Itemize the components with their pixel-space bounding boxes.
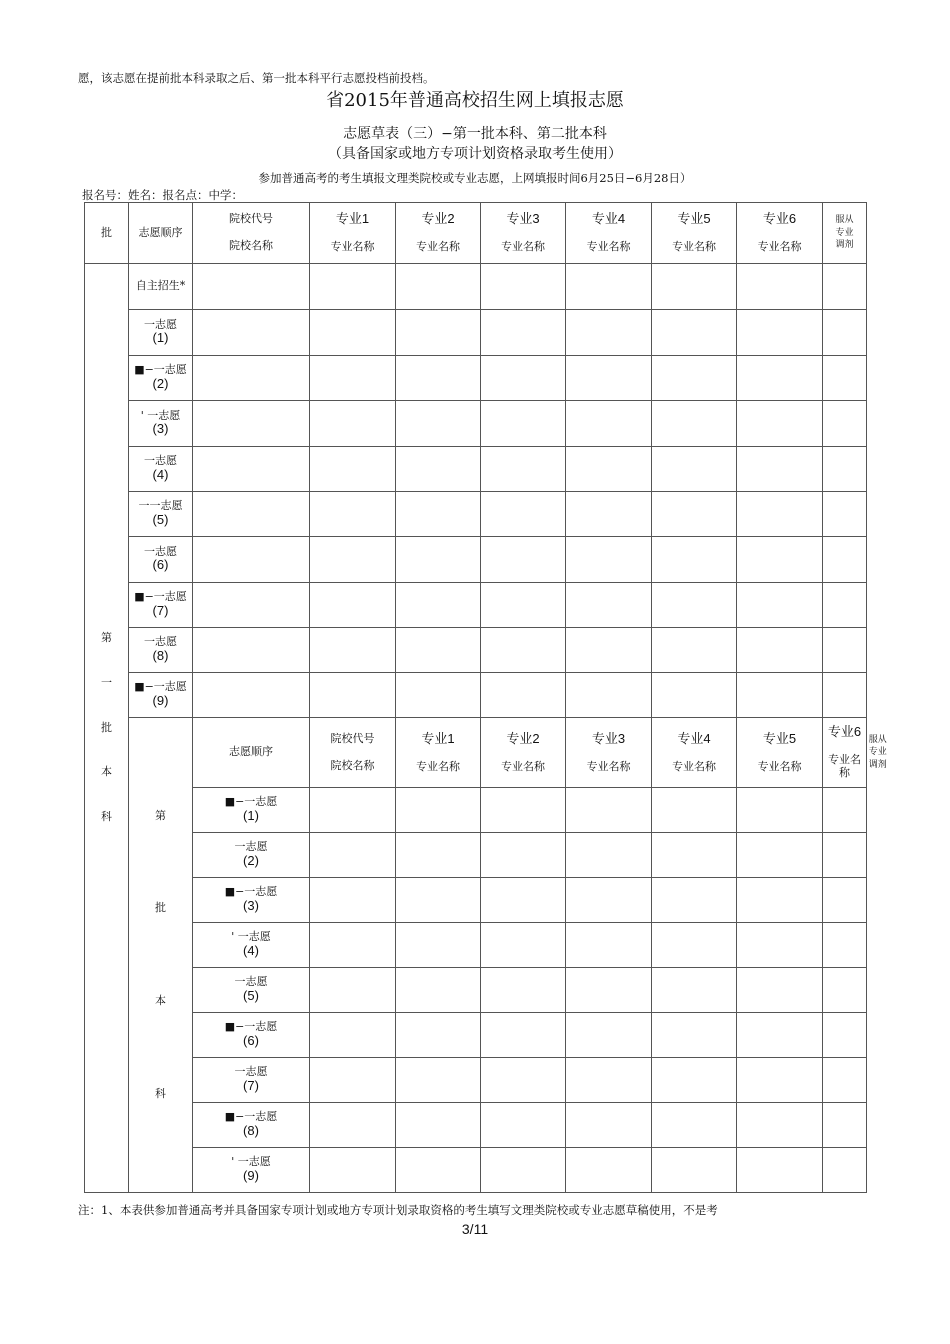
footnote: 注：1、本表供参加普通高考并具备国家专项计划或地方专项计划录取资格的考生填写文理类院校或专业志愿草稿使用，不是考 (78, 1203, 718, 1217)
choice-order (129, 401, 193, 447)
major-entry-cell[interactable] (481, 583, 566, 628)
choice-order (193, 1058, 310, 1103)
school-entry-cell[interactable] (310, 1058, 396, 1103)
major-entry-cell[interactable] (652, 264, 737, 310)
choice-row (85, 1013, 867, 1058)
choice-order-label: 一志愿 (234, 1065, 268, 1079)
choice-order (129, 628, 193, 673)
batch-char: 本 (101, 765, 112, 779)
major-header-4 (652, 718, 737, 788)
major-entry-cell[interactable] (652, 923, 737, 968)
major-entry-cell[interactable] (310, 673, 396, 718)
choice-order-number: (3) (243, 897, 259, 913)
major-entry-cell[interactable] (737, 833, 823, 878)
choice-order-number: (3) (152, 421, 169, 437)
choice-row (85, 492, 867, 537)
school-entry-cell[interactable] (193, 673, 310, 718)
major-entry-cell[interactable] (481, 310, 566, 356)
major-entry-cell[interactable] (737, 788, 823, 833)
adjust-header (823, 203, 867, 264)
school-entry-cell[interactable] (310, 1013, 396, 1058)
choice-row (85, 310, 867, 356)
major-entry-cell[interactable] (481, 537, 566, 583)
major-entry-cell[interactable] (310, 356, 396, 401)
batch-char: 批 (155, 901, 166, 915)
major-entry-cell[interactable] (481, 1058, 566, 1103)
adjust-entry-cell[interactable] (823, 310, 867, 356)
choice-order-label: ■−一志愿 (224, 795, 278, 809)
page-title: 省2015年普通高校招生网上填报志愿 (326, 90, 624, 111)
school-entry-cell[interactable] (193, 356, 310, 401)
choice-order (129, 492, 193, 537)
major-entry-cell[interactable] (652, 968, 737, 1013)
school-entry-cell[interactable] (193, 492, 310, 537)
major-entry-cell[interactable] (566, 788, 652, 833)
choice-row (85, 1148, 867, 1193)
major-entry-cell[interactable] (396, 673, 481, 718)
major-header-4 (566, 203, 652, 264)
major-name-label: 专业名称 (501, 240, 545, 254)
school-name-label: 院校名称 (330, 758, 375, 772)
major-name-label: 专业名称 (757, 240, 802, 254)
choice-order-number: (6) (152, 557, 169, 573)
major-entry-cell[interactable] (737, 628, 823, 673)
major-name-label: 专业名称 (416, 759, 460, 773)
choice-order-number: (9) (243, 1167, 259, 1183)
school-entry-cell[interactable] (193, 310, 310, 356)
school-entry-cell[interactable] (193, 628, 310, 673)
major-entry-cell[interactable] (652, 356, 737, 401)
major-entry-cell[interactable] (823, 968, 867, 1013)
major-number-label: 专业1 (421, 730, 455, 746)
page-number: 3/11 (461, 1221, 489, 1237)
choice-order-number: (6) (243, 1032, 259, 1048)
major-entry-cell[interactable] (823, 833, 867, 878)
school-entry-cell[interactable] (310, 878, 396, 923)
major-number-label: 专业6 (827, 724, 862, 740)
choice-order-label: ■−一志愿 (134, 363, 187, 377)
major-entry-cell[interactable] (396, 1058, 481, 1103)
major-name-label: 专业名称 (757, 759, 802, 773)
choice-order-label: 一志愿 (144, 454, 177, 468)
batch-char: 批 (101, 720, 112, 734)
choice-order-number: (5) (152, 511, 169, 527)
order-header-label: 志愿顺序 (138, 225, 183, 239)
choice-order-label: 一志愿 (144, 317, 177, 331)
major-entry-cell[interactable] (310, 628, 396, 673)
choice-order-number: (2) (152, 375, 169, 391)
choice-row (85, 673, 867, 718)
major-entry-cell[interactable] (652, 878, 737, 923)
major-number-label: 专业2 (421, 211, 455, 227)
school-code-label: 院校代号 (330, 731, 375, 745)
major-number-label: 专业3 (591, 730, 626, 746)
major-entry-cell[interactable] (566, 492, 652, 537)
choice-row (85, 1103, 867, 1148)
major-entry-cell[interactable] (396, 833, 481, 878)
batch-char: 第 (155, 808, 166, 822)
major-entry-cell[interactable] (737, 492, 823, 537)
major-entry-cell[interactable] (396, 968, 481, 1013)
major-entry-cell[interactable] (310, 583, 396, 628)
choice-order (129, 310, 193, 356)
major-header-6 (823, 718, 867, 788)
adjust-entry-cell[interactable] (823, 628, 867, 673)
choice-order-label: ' 一志愿 (231, 1155, 271, 1169)
school-entry-cell[interactable] (310, 923, 396, 968)
form-subtitle: 志愿草表（三）−第一批本科、第二批本科 (343, 126, 607, 142)
major-entry-cell[interactable] (566, 356, 652, 401)
school-entry-cell[interactable] (310, 788, 396, 833)
school-entry-cell[interactable] (310, 1148, 396, 1193)
major-entry-cell[interactable] (823, 1058, 867, 1103)
choice-order (129, 264, 193, 310)
major-entry-cell[interactable] (737, 356, 823, 401)
choice-order (193, 1103, 310, 1148)
major-entry-cell[interactable] (481, 1013, 566, 1058)
major-entry-cell[interactable] (481, 401, 566, 447)
major-header-2 (396, 203, 481, 264)
major-entry-cell[interactable] (652, 583, 737, 628)
major-number-label: 专业3 (506, 211, 540, 227)
major-entry-cell[interactable] (652, 1148, 737, 1193)
major-name-label: 专业名称 (586, 240, 631, 254)
major-entry-cell[interactable] (396, 537, 481, 583)
school-entry-cell[interactable] (310, 833, 396, 878)
major-number-label: 专业4 (677, 730, 711, 746)
adjust-entry-cell[interactable] (823, 447, 867, 492)
major-entry-cell[interactable] (652, 788, 737, 833)
major-entry-cell[interactable] (652, 537, 737, 583)
major-header-6 (737, 203, 823, 264)
choice-row (85, 401, 867, 447)
major-entry-cell[interactable] (566, 264, 652, 310)
adjust-label: 服从专业调剂 (835, 215, 854, 251)
major-entry-cell[interactable] (566, 878, 652, 923)
school-entry-cell[interactable] (310, 1103, 396, 1148)
major-header-5 (652, 203, 737, 264)
choice-order-number: (4) (152, 466, 169, 482)
major-entry-cell[interactable] (396, 583, 481, 628)
major-entry-cell[interactable] (823, 878, 867, 923)
choice-order (193, 878, 310, 923)
major-entry-cell[interactable] (737, 1013, 823, 1058)
major-entry-cell[interactable] (481, 878, 566, 923)
major-entry-cell[interactable] (823, 1013, 867, 1058)
major-name-label: 专业名称 (501, 759, 545, 773)
choice-order-number: (5) (243, 987, 259, 1003)
major-entry-cell[interactable] (566, 673, 652, 718)
choice-order-label: 一志愿 (144, 635, 177, 649)
choice-order-number: (1) (243, 807, 259, 823)
major-entry-cell[interactable] (652, 673, 737, 718)
major-entry-cell[interactable] (652, 401, 737, 447)
major-entry-cell[interactable] (566, 1103, 652, 1148)
major-number-label: 专业2 (506, 730, 540, 746)
major-entry-cell[interactable] (481, 628, 566, 673)
choice-row (85, 628, 867, 673)
school-code-label: 院校代号 (229, 212, 273, 226)
batch-label (85, 264, 129, 1193)
candidate-fields: 报名号：姓名：报名点：中学： (82, 188, 243, 202)
major-entry-cell[interactable] (737, 264, 823, 310)
school-entry-cell[interactable] (193, 583, 310, 628)
major-entry-cell[interactable] (481, 833, 566, 878)
major-entry-cell[interactable] (823, 1148, 867, 1193)
major-entry-cell[interactable] (396, 264, 481, 310)
choice-row (85, 356, 867, 401)
major-header-1 (310, 203, 396, 264)
choice-order (129, 673, 193, 718)
major-entry-cell[interactable] (652, 1013, 737, 1058)
major-entry-cell[interactable] (396, 401, 481, 447)
major-entry-cell[interactable] (737, 310, 823, 356)
major-entry-cell[interactable] (566, 310, 652, 356)
order-header-label: 志愿顺序 (229, 745, 273, 759)
choice-order-label: 一一志愿 (138, 499, 183, 513)
adjust-label: 服从专业调剂 (868, 734, 887, 770)
header-row (85, 203, 867, 264)
choice-order-number: (7) (152, 602, 169, 618)
major-name-label: 专业名称 (672, 240, 716, 254)
major-entry-cell[interactable] (737, 1148, 823, 1193)
major-entry-cell[interactable] (566, 1058, 652, 1103)
major-header-2 (481, 718, 566, 788)
major-header-1 (396, 718, 481, 788)
major-entry-cell[interactable] (737, 537, 823, 583)
major-entry-cell[interactable] (652, 1103, 737, 1148)
top-continuation-text: 愿，该志愿在提前批本科录取之后、第一批本科平行志愿投档前投档。 (78, 71, 435, 85)
major-entry-cell[interactable] (737, 923, 823, 968)
batch-char: 本 (155, 994, 166, 1007)
major-entry-cell[interactable] (566, 583, 652, 628)
batch-label (129, 718, 193, 1193)
major-entry-cell[interactable] (566, 537, 652, 583)
major-entry-cell[interactable] (310, 401, 396, 447)
choice-order-label: ' 一志愿 (140, 408, 181, 422)
major-entry-cell[interactable] (310, 264, 396, 310)
choice-order (193, 788, 310, 833)
application-form-table (84, 202, 887, 1193)
major-entry-cell[interactable] (737, 401, 823, 447)
major-entry-cell[interactable] (310, 310, 396, 356)
school-header (310, 718, 396, 788)
major-entry-cell[interactable] (481, 447, 566, 492)
major-entry-cell[interactable] (396, 447, 481, 492)
batch-char: 科 (155, 1086, 166, 1100)
major-entry-cell[interactable] (566, 401, 652, 447)
choice-order-label: ■−一志愿 (224, 1020, 278, 1034)
major-entry-cell[interactable] (737, 878, 823, 923)
adjust-entry-cell[interactable] (823, 537, 867, 583)
choice-row (85, 583, 867, 628)
major-name-label: 专业名称 (330, 240, 375, 254)
major-header-3 (566, 718, 652, 788)
major-entry-cell[interactable] (396, 310, 481, 356)
choice-order-label: ■−一志愿 (134, 680, 187, 694)
major-name-label: 专业名称 (416, 240, 460, 254)
batch-header-label: 批 (101, 225, 112, 239)
major-entry-cell[interactable] (396, 1148, 481, 1193)
choice-order-number: (4) (243, 942, 259, 958)
filing-period-info: 参加普通高考的考生填报文理类院校或专业志愿，上网填报时间6月25日−6月28日） (258, 171, 692, 185)
major-entry-cell[interactable] (566, 1148, 652, 1193)
major-entry-cell[interactable] (737, 583, 823, 628)
batch-char: 第 (101, 631, 112, 645)
major-entry-cell[interactable] (566, 447, 652, 492)
major-entry-cell[interactable] (823, 923, 867, 968)
major-number-label: 专业4 (591, 211, 626, 227)
major-entry-cell[interactable] (737, 447, 823, 492)
major-entry-cell[interactable] (310, 447, 396, 492)
major-entry-cell[interactable] (481, 492, 566, 537)
major-entry-cell[interactable] (823, 788, 867, 833)
choice-order (129, 356, 193, 401)
major-entry-cell[interactable] (737, 1058, 823, 1103)
major-entry-cell[interactable] (310, 492, 396, 537)
choice-order-label: 一志愿 (234, 975, 268, 989)
major-entry-cell[interactable] (652, 310, 737, 356)
major-entry-cell[interactable] (396, 923, 481, 968)
major-header-3 (481, 203, 566, 264)
major-entry-cell[interactable] (396, 1013, 481, 1058)
choice-order-label: 一志愿 (144, 544, 177, 558)
major-number-label: 专业5 (762, 730, 797, 746)
choice-order-label: 自主招生* (135, 279, 186, 293)
choice-order-label: 一志愿 (234, 840, 268, 854)
major-entry-cell[interactable] (481, 968, 566, 1013)
major-entry-cell[interactable] (396, 878, 481, 923)
school-entry-cell[interactable] (193, 401, 310, 447)
choice-row (85, 788, 867, 833)
major-entry-cell[interactable] (737, 1103, 823, 1148)
order-header (193, 718, 310, 788)
adjust-entry-cell[interactable] (823, 401, 867, 447)
major-entry-cell[interactable] (566, 628, 652, 673)
major-entry-cell[interactable] (652, 833, 737, 878)
major-entry-cell[interactable] (823, 1103, 867, 1148)
major-entry-cell[interactable] (310, 537, 396, 583)
choice-row (85, 833, 867, 878)
major-entry-cell[interactable] (481, 673, 566, 718)
choice-order-number: (2) (243, 852, 259, 868)
major-entry-cell[interactable] (566, 968, 652, 1013)
choice-order-label: ■−一志愿 (134, 590, 187, 604)
major-entry-cell[interactable] (652, 447, 737, 492)
choice-row (85, 537, 867, 583)
choice-row (85, 447, 867, 492)
major-entry-cell[interactable] (652, 1058, 737, 1103)
major-number-label: 专业5 (677, 211, 711, 227)
major-entry-cell[interactable] (481, 1148, 566, 1193)
major-entry-cell[interactable] (566, 1013, 652, 1058)
major-entry-cell[interactable] (481, 264, 566, 310)
major-entry-cell[interactable] (481, 923, 566, 968)
major-entry-cell[interactable] (566, 923, 652, 968)
choice-order-label: ■−一志愿 (224, 885, 278, 899)
form-subtitle-scope: （具备国家或地方专项计划资格录取考生使用） (328, 146, 622, 162)
choice-order-number: (1) (152, 330, 169, 346)
adjust-entry-cell[interactable] (823, 673, 867, 718)
major-entry-cell[interactable] (652, 628, 737, 673)
choice-order (129, 583, 193, 628)
choice-row (85, 264, 867, 310)
school-header (193, 203, 310, 264)
batch-char: 科 (101, 809, 112, 823)
choice-order-number: (8) (243, 1122, 259, 1138)
adjust-entry-cell[interactable] (823, 583, 867, 628)
choice-order (193, 923, 310, 968)
adjust-entry-cell[interactable] (823, 264, 867, 310)
major-number-label: 专业1 (335, 211, 370, 227)
choice-row (85, 923, 867, 968)
major-entry-cell[interactable] (396, 492, 481, 537)
order-header (129, 203, 193, 264)
choice-order-number: (7) (243, 1077, 259, 1093)
school-entry-cell[interactable] (310, 968, 396, 1013)
choice-row (85, 878, 867, 923)
major-entry-cell[interactable] (652, 492, 737, 537)
choice-order (193, 968, 310, 1013)
choice-order (193, 1148, 310, 1193)
batch-char: 一 (101, 676, 112, 690)
choice-order-label: ■−一志愿 (224, 1110, 278, 1124)
major-header-5 (737, 718, 823, 788)
choice-row (85, 1058, 867, 1103)
choice-order (193, 833, 310, 878)
adjust-entry-cell[interactable] (823, 492, 867, 537)
header-row (85, 718, 867, 788)
major-name-label: 专业名称 (672, 759, 716, 773)
major-name-label: 专业名称 (828, 753, 861, 779)
major-entry-cell[interactable] (481, 788, 566, 833)
major-entry-cell[interactable] (396, 788, 481, 833)
major-entry-cell[interactable] (481, 1103, 566, 1148)
major-number-label: 专业6 (762, 211, 797, 227)
major-entry-cell[interactable] (481, 356, 566, 401)
major-name-label: 专业名称 (586, 759, 631, 773)
choice-order (129, 537, 193, 583)
choice-order (193, 1013, 310, 1058)
major-entry-cell[interactable] (396, 1103, 481, 1148)
choice-order-number: (9) (152, 692, 169, 708)
school-entry-cell[interactable] (193, 537, 310, 583)
major-entry-cell[interactable] (566, 833, 652, 878)
school-entry-cell[interactable] (193, 264, 310, 310)
batch-header (85, 203, 129, 264)
choice-order (129, 447, 193, 492)
choice-order-label: ' 一志愿 (231, 930, 271, 944)
major-entry-cell[interactable] (737, 673, 823, 718)
school-name-label: 院校名称 (229, 239, 273, 252)
school-entry-cell[interactable] (193, 447, 310, 492)
major-entry-cell[interactable] (396, 356, 481, 401)
adjust-entry-cell[interactable] (823, 356, 867, 401)
major-entry-cell[interactable] (737, 968, 823, 1013)
choice-order-number: (8) (152, 647, 169, 663)
major-entry-cell[interactable] (396, 628, 481, 673)
choice-row (85, 968, 867, 1013)
